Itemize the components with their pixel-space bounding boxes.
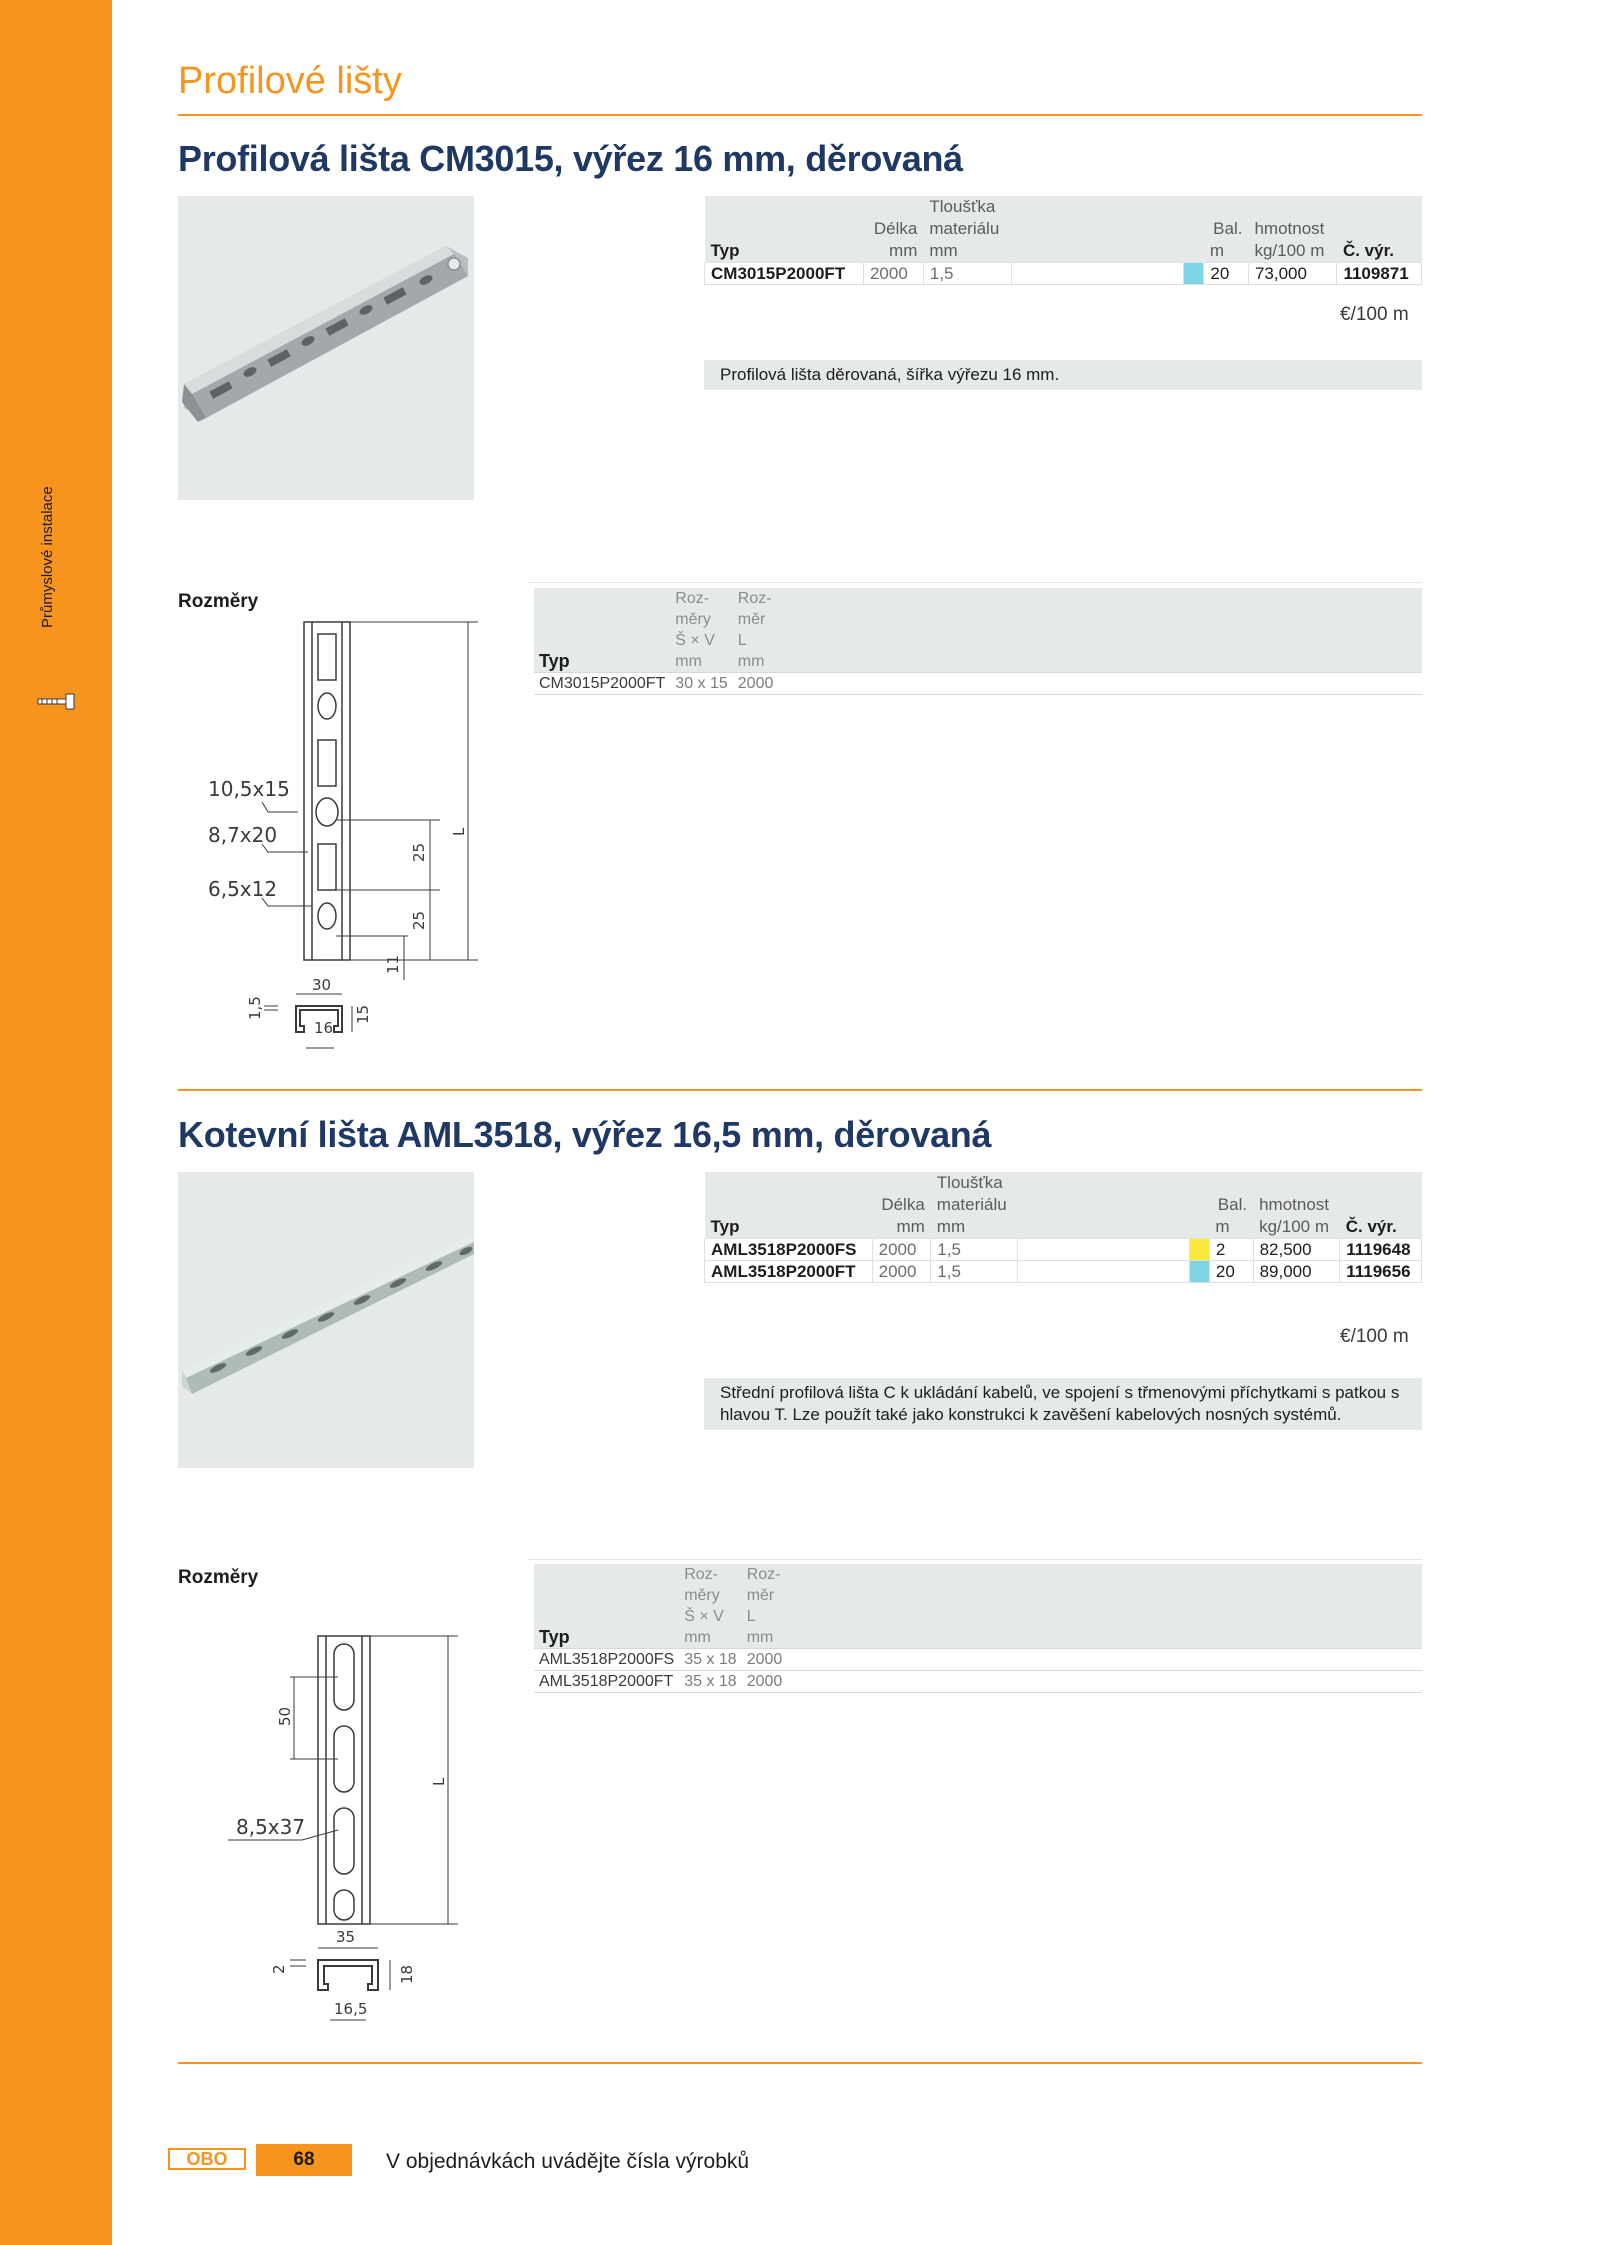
footer-rule bbox=[178, 2062, 1422, 2064]
product2-description: Střední profilová lišta C k ukládání kabelů, ve spojení s třmenovými příchytkami s patkou s hlavou T. Lze použít také jako konstrukci k zavěšení kabelových nosných systémů. bbox=[704, 1378, 1422, 1430]
col-rozmery-3: Š × V bbox=[679, 1606, 741, 1627]
cell-bal: 20 bbox=[1204, 263, 1249, 285]
dim-label: 2 bbox=[270, 1964, 288, 1974]
footer-note: V objednávkách uvádějte čísla výrobků bbox=[386, 2150, 750, 2173]
col-delka: Délka bbox=[863, 218, 923, 240]
col-cislo: Č. výr. bbox=[1340, 1216, 1422, 1239]
col-hmotnost: hmotnost bbox=[1253, 1194, 1340, 1216]
price-unit: €/100 m bbox=[1340, 1326, 1409, 1347]
col-typ: Typ bbox=[705, 240, 864, 263]
cell-hmotnost: 73,000 bbox=[1248, 263, 1337, 285]
col-rozmer-3: L bbox=[733, 630, 779, 651]
dimensions-label: Rozměry bbox=[178, 591, 259, 612]
col-tloustka: Tloušťka bbox=[931, 1172, 1018, 1194]
product1-title: Profilová lišta CM3015, výřez 16 mm, děrovaná bbox=[178, 138, 963, 179]
cell-rozmer: 2000 bbox=[742, 1671, 788, 1693]
product1-dimension-drawing bbox=[178, 600, 518, 1080]
col-bal: Bal. bbox=[1204, 218, 1249, 240]
col-rozmer-3: L bbox=[742, 1606, 788, 1627]
col-hmotnost: hmotnost bbox=[1248, 218, 1337, 240]
product2-dimensions-table bbox=[534, 1564, 1422, 1693]
dim-label: 8,5x37 bbox=[236, 1815, 306, 1839]
cell-cislo: 1109871 bbox=[1337, 263, 1422, 285]
table-row bbox=[705, 1261, 1422, 1283]
availability-marker bbox=[1184, 263, 1204, 285]
dim-label: 15 bbox=[354, 1004, 372, 1024]
dim-label: L bbox=[450, 827, 468, 836]
cell-tloustka: 1,5 bbox=[923, 263, 1011, 285]
cell-bal: 2 bbox=[1209, 1239, 1253, 1261]
col-bal-unit: m bbox=[1204, 240, 1249, 263]
cell-delka: 2000 bbox=[872, 1239, 931, 1261]
col-rozmery-unit: mm bbox=[670, 651, 732, 673]
cell-hmotnost: 82,500 bbox=[1253, 1239, 1340, 1261]
col-rozmery-2: měry bbox=[670, 609, 732, 630]
dim-label: L bbox=[430, 1777, 448, 1786]
cell-typ: CM3015P2000FT bbox=[705, 263, 864, 285]
table-row bbox=[534, 1671, 1422, 1693]
col-typ: Typ bbox=[705, 1216, 873, 1239]
dim-label: 16 bbox=[314, 1019, 334, 1037]
col-tloustka-2: materiálu bbox=[931, 1194, 1018, 1216]
cell-tloustka: 1,5 bbox=[931, 1239, 1018, 1261]
table-row bbox=[534, 673, 1422, 695]
cell-typ: AML3518P2000FT bbox=[534, 1671, 679, 1693]
col-delka-unit: mm bbox=[863, 240, 923, 263]
product1-description: Profilová lišta děrovaná, šířka výřezu 16 mm. bbox=[704, 360, 1422, 390]
dim-label: 1,5 bbox=[246, 996, 264, 1020]
cell-typ: AML3518P2000FS bbox=[534, 1649, 679, 1671]
dim-label: 16,5 bbox=[334, 2000, 368, 2018]
dim-label: 6,5x12 bbox=[208, 877, 278, 901]
product1-table bbox=[704, 196, 1422, 285]
product1-dimensions-table bbox=[534, 588, 1422, 695]
dimensions-label: Rozměry bbox=[178, 1567, 259, 1588]
col-bal: Bal. bbox=[1209, 1194, 1253, 1216]
cell-bal: 20 bbox=[1209, 1261, 1253, 1283]
col-rozmer-2: měr bbox=[742, 1585, 788, 1606]
logo-text: OBO bbox=[186, 2149, 228, 2169]
col-rozmery-unit: mm bbox=[679, 1627, 741, 1649]
cell-rozmery: 35 x 18 bbox=[679, 1649, 741, 1671]
cell-cislo: 1119656 bbox=[1340, 1261, 1422, 1283]
dim-label: 25 bbox=[410, 842, 428, 862]
dim-label: 8,7x20 bbox=[208, 823, 278, 847]
cell-rozmery: 35 x 18 bbox=[679, 1671, 741, 1693]
cell-tloustka: 1,5 bbox=[931, 1261, 1018, 1283]
col-rozmer-unit: mm bbox=[733, 651, 779, 673]
cell-cislo: 1119648 bbox=[1340, 1239, 1422, 1261]
divider bbox=[528, 582, 1422, 583]
price-unit: €/100 m bbox=[1340, 304, 1409, 325]
cell-rozmery: 30 x 15 bbox=[670, 673, 732, 695]
availability-marker bbox=[1189, 1261, 1209, 1283]
table-row bbox=[534, 1649, 1422, 1671]
bolt-pictogram-icon bbox=[36, 690, 78, 712]
divider bbox=[528, 1559, 1422, 1560]
col-tloustka-unit: mm bbox=[923, 240, 1011, 263]
cell-hmotnost: 89,000 bbox=[1253, 1261, 1340, 1283]
product2-table bbox=[704, 1172, 1422, 1283]
col-rozmery-3: Š × V bbox=[670, 630, 732, 651]
col-hmotnost-unit: kg/100 m bbox=[1253, 1216, 1340, 1239]
header-rule bbox=[178, 114, 1422, 116]
cell-typ: AML3518P2000FS bbox=[705, 1239, 873, 1261]
dim-label: 11 bbox=[384, 954, 402, 974]
col-rozmery: Roz- bbox=[670, 588, 732, 609]
table-row bbox=[705, 1239, 1422, 1261]
col-rozmer-2: měr bbox=[733, 609, 779, 630]
section-rule bbox=[178, 1089, 1422, 1091]
cell-typ: AML3518P2000FT bbox=[705, 1261, 873, 1283]
col-bal-unit: m bbox=[1209, 1216, 1253, 1239]
page-number: 68 bbox=[256, 2144, 352, 2176]
dim-label: 25 bbox=[410, 910, 428, 930]
col-tloustka-unit: mm bbox=[931, 1216, 1018, 1239]
product2-title: Kotevní lišta AML3518, výřez 16,5 mm, děrovaná bbox=[178, 1114, 992, 1155]
table-row bbox=[705, 263, 1422, 285]
availability-marker bbox=[1189, 1239, 1209, 1261]
col-typ: Typ bbox=[534, 651, 670, 673]
cell-delka: 2000 bbox=[863, 263, 923, 285]
cell-rozmer: 2000 bbox=[742, 1649, 788, 1671]
col-delka-unit: mm bbox=[872, 1216, 931, 1239]
col-rozmery: Roz- bbox=[679, 1564, 741, 1585]
product1-photo bbox=[178, 196, 474, 500]
col-rozmery-2: měry bbox=[679, 1585, 741, 1606]
col-rozmer: Roz- bbox=[742, 1564, 788, 1585]
dim-label: 10,5x15 bbox=[208, 777, 290, 801]
col-cislo: Č. výr. bbox=[1337, 240, 1422, 263]
col-delka: Délka bbox=[872, 1194, 931, 1216]
dim-label: 30 bbox=[312, 976, 332, 994]
cell-rozmer: 2000 bbox=[733, 673, 779, 695]
cell-typ: CM3015P2000FT bbox=[534, 673, 670, 695]
col-hmotnost-unit: kg/100 m bbox=[1248, 240, 1337, 263]
dim-label: 50 bbox=[276, 1706, 294, 1726]
col-rozmer-unit: mm bbox=[742, 1627, 788, 1649]
chapter-title: Profilové lišty bbox=[178, 60, 402, 102]
obo-logo bbox=[168, 2148, 246, 2170]
col-tloustka: Tloušťka bbox=[923, 196, 1011, 218]
col-typ: Typ bbox=[534, 1627, 679, 1649]
dim-label: 35 bbox=[336, 1928, 356, 1946]
col-tloustka-2: materiálu bbox=[923, 218, 1011, 240]
sidebar-strip bbox=[0, 0, 112, 2245]
product2-dimension-drawing bbox=[178, 1576, 518, 2036]
product2-photo bbox=[178, 1172, 474, 1468]
cell-delka: 2000 bbox=[872, 1261, 931, 1283]
col-rozmer: Roz- bbox=[733, 588, 779, 609]
sidebar-section-label: Průmyslové instalace bbox=[39, 486, 56, 628]
dim-label: 18 bbox=[398, 1964, 416, 1984]
